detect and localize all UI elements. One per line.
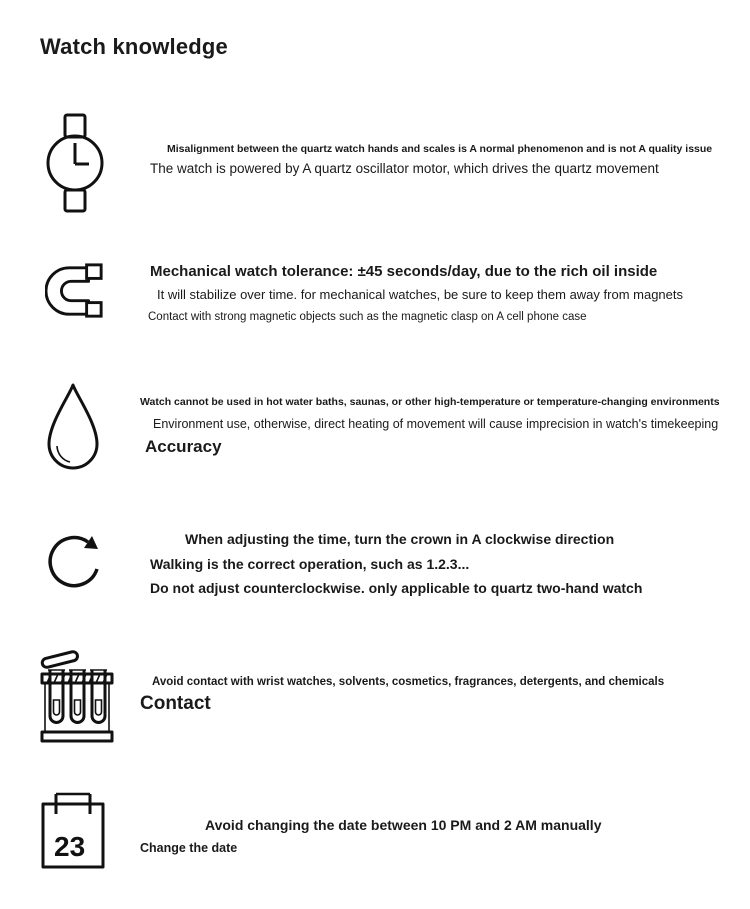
page-title: Watch knowledge: [40, 34, 228, 59]
section-quartz-movement: [0, 113, 750, 243]
section-temperature-accuracy: [0, 378, 750, 508]
section-text: [150, 531, 642, 596]
calendar-day-number: 23: [54, 831, 86, 862]
section-text: [150, 263, 683, 323]
section-line: Do not adjust counterclockwise. only applicable to quartz two-hand watch: [150, 580, 643, 596]
section-line: Environment use, otherwise, direct heating of movement will cause imprecision in watch's timekeeping: [153, 417, 719, 431]
test-tubes-icon: [40, 646, 114, 744]
wristwatch-icon: [46, 113, 104, 213]
section-line: Change the date: [140, 841, 238, 855]
section-line: Mechanical watch tolerance: ±45 seconds/day, due to the rich oil inside: [150, 263, 658, 280]
section-line: Avoid contact with wrist watches, solvents, cosmetics, fragrances, detergents, and chemicals: [152, 676, 665, 688]
section-chemical-contact: [0, 643, 750, 773]
section-line: Watch cannot be used in hot water baths, saunas, or other high-temperature or temperature-changing environments: [140, 396, 720, 408]
section-line: Contact with strong magnetic objects such as the magnetic clasp on A cell phone case: [148, 311, 587, 323]
section-magnetism: [0, 260, 750, 390]
calendar-icon: [40, 790, 106, 870]
section-heading: Contact: [140, 693, 211, 714]
section-line: Walking is the correct operation, such as 1.2.3...: [150, 556, 470, 572]
section-text: [150, 143, 712, 176]
section-text: [140, 817, 601, 855]
section-line: It will stabilize over time. for mechanical watches, be sure to keep them away from magnets: [157, 287, 683, 302]
section-change-date: [0, 788, 750, 909]
clockwise-arrow-icon: [46, 524, 106, 594]
section-crown-adjustment: [0, 522, 750, 652]
section-text: [140, 676, 664, 715]
section-line: Misalignment between the quartz watch hands and scales is A normal phenomenon and is not A quality issue: [167, 143, 713, 155]
water-drop-icon: [42, 380, 104, 477]
section-heading: Accuracy: [145, 437, 222, 456]
section-line: Avoid changing the date between 10 PM and 2 AM manually: [205, 817, 602, 833]
section-line: When adjusting the time, turn the crown in A clockwise direction: [185, 531, 615, 547]
magnet-icon: [45, 262, 105, 320]
section-text: [140, 396, 720, 457]
section-line: The watch is powered by A quartz oscillator motor, which drives the quartz movement: [150, 161, 659, 176]
